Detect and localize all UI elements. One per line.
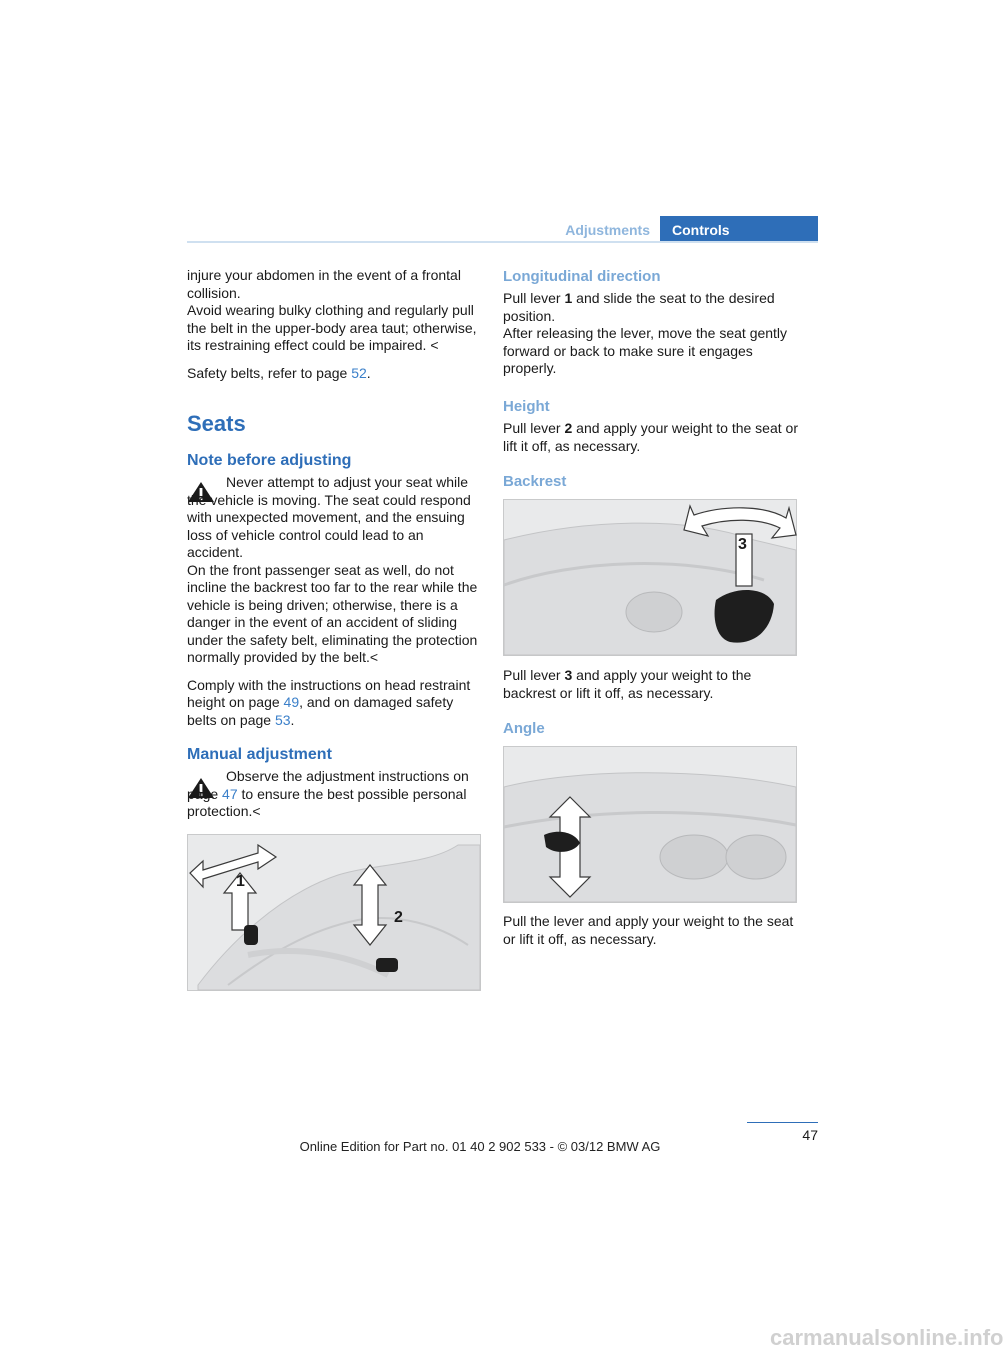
backrest-paragraph: Pull lever 3 and apply your weight to the backrest or lift it off, as necessary.	[503, 667, 752, 701]
longitudinal-paragraph-2: After releasing the lever, move the seat gently forward or back to make sure it engages properly.	[503, 325, 788, 376]
intro-paragraph: injure your abdomen in the event of a frontal collision.	[187, 267, 461, 301]
backrest-figure	[503, 499, 797, 656]
lever-1-label: 1	[236, 873, 245, 890]
subsection-title: Note before adjusting	[187, 452, 352, 469]
belts-reference: Safety belts, refer to page 52.	[187, 364, 371, 381]
left-column-intro	[187, 267, 479, 382]
seat-side-illustration	[188, 835, 480, 990]
seat-side-illustration	[504, 747, 796, 902]
page-link[interactable]: 49	[283, 694, 300, 710]
running-header-section: Adjustments	[565, 222, 650, 238]
page-link[interactable]: 47	[222, 785, 238, 802]
seat-side-illustration	[504, 500, 796, 655]
edition-footer: Online Edition for Part no. 01 40 2 902 533 - © 03/12 BMW AG	[299, 1139, 661, 1154]
intro-paragraph-2: Avoid wearing bulky clothing and regularly pull the belt in the upper-body area taut; otherwise, its restraining effect could be impaired. <	[187, 302, 477, 353]
height-paragraph: Pull lever 2 and apply your weight to the seat or lift it off, as necessary.	[503, 420, 798, 454]
subsection-title: Manual adjustment	[187, 746, 332, 763]
page-number-rule	[747, 1122, 818, 1123]
manual-paragraph: Observe the adjustment instructions on page 47 to ensure the best possible personal protection.<	[187, 768, 469, 819]
page-link[interactable]: 53	[274, 711, 291, 728]
subsection-title: Angle	[503, 720, 545, 737]
section-title: Seats	[187, 411, 246, 436]
section-tab-label: Controls	[672, 222, 730, 238]
passenger-paragraph: On the front passenger seat as well, do not incline the backrest too far to the rear while the vehicle is being driven; otherwise, there is a danger in the event of an accident of sliding under the safety belt, eliminating the protection normally provided by the belt.<	[187, 561, 478, 665]
manual-block	[187, 768, 479, 821]
page-number: 47	[802, 1127, 818, 1143]
longitudinal-block	[503, 290, 799, 378]
lever-2-label: 2	[394, 909, 403, 926]
warning-paragraph: Never attempt to adjust your seat while the vehicle is moving. The seat could respond with unexpected movement, and the ensuing loss of vehicle control could lead to an accident.	[187, 474, 471, 560]
angle-figure	[503, 746, 797, 903]
comply-paragraph: Comply with the instructions on head restraint height on page 49, and on damaged safety belts on page 53.	[187, 676, 471, 728]
lever-3-label: 3	[738, 536, 747, 553]
height-block	[503, 420, 799, 455]
angle-block	[503, 913, 799, 948]
subsection-title: Height	[503, 398, 550, 415]
page-link[interactable]: 52	[351, 364, 367, 381]
section-tab	[660, 216, 818, 242]
header-rule	[187, 241, 818, 243]
subsection-title: Backrest	[503, 473, 567, 490]
watermark: carmanualsonline.info	[770, 1325, 1004, 1350]
angle-paragraph: Pull the lever and apply your weight to the seat or lift it off, as necessary.	[503, 913, 794, 947]
seat-levers-figure	[187, 834, 481, 991]
subsection-title: Longitudinal direction	[503, 268, 661, 285]
longitudinal-paragraph: Pull lever 1 and slide the seat to the desired position.	[503, 290, 775, 324]
backrest-block	[503, 667, 799, 702]
note-warning-block	[187, 474, 479, 729]
